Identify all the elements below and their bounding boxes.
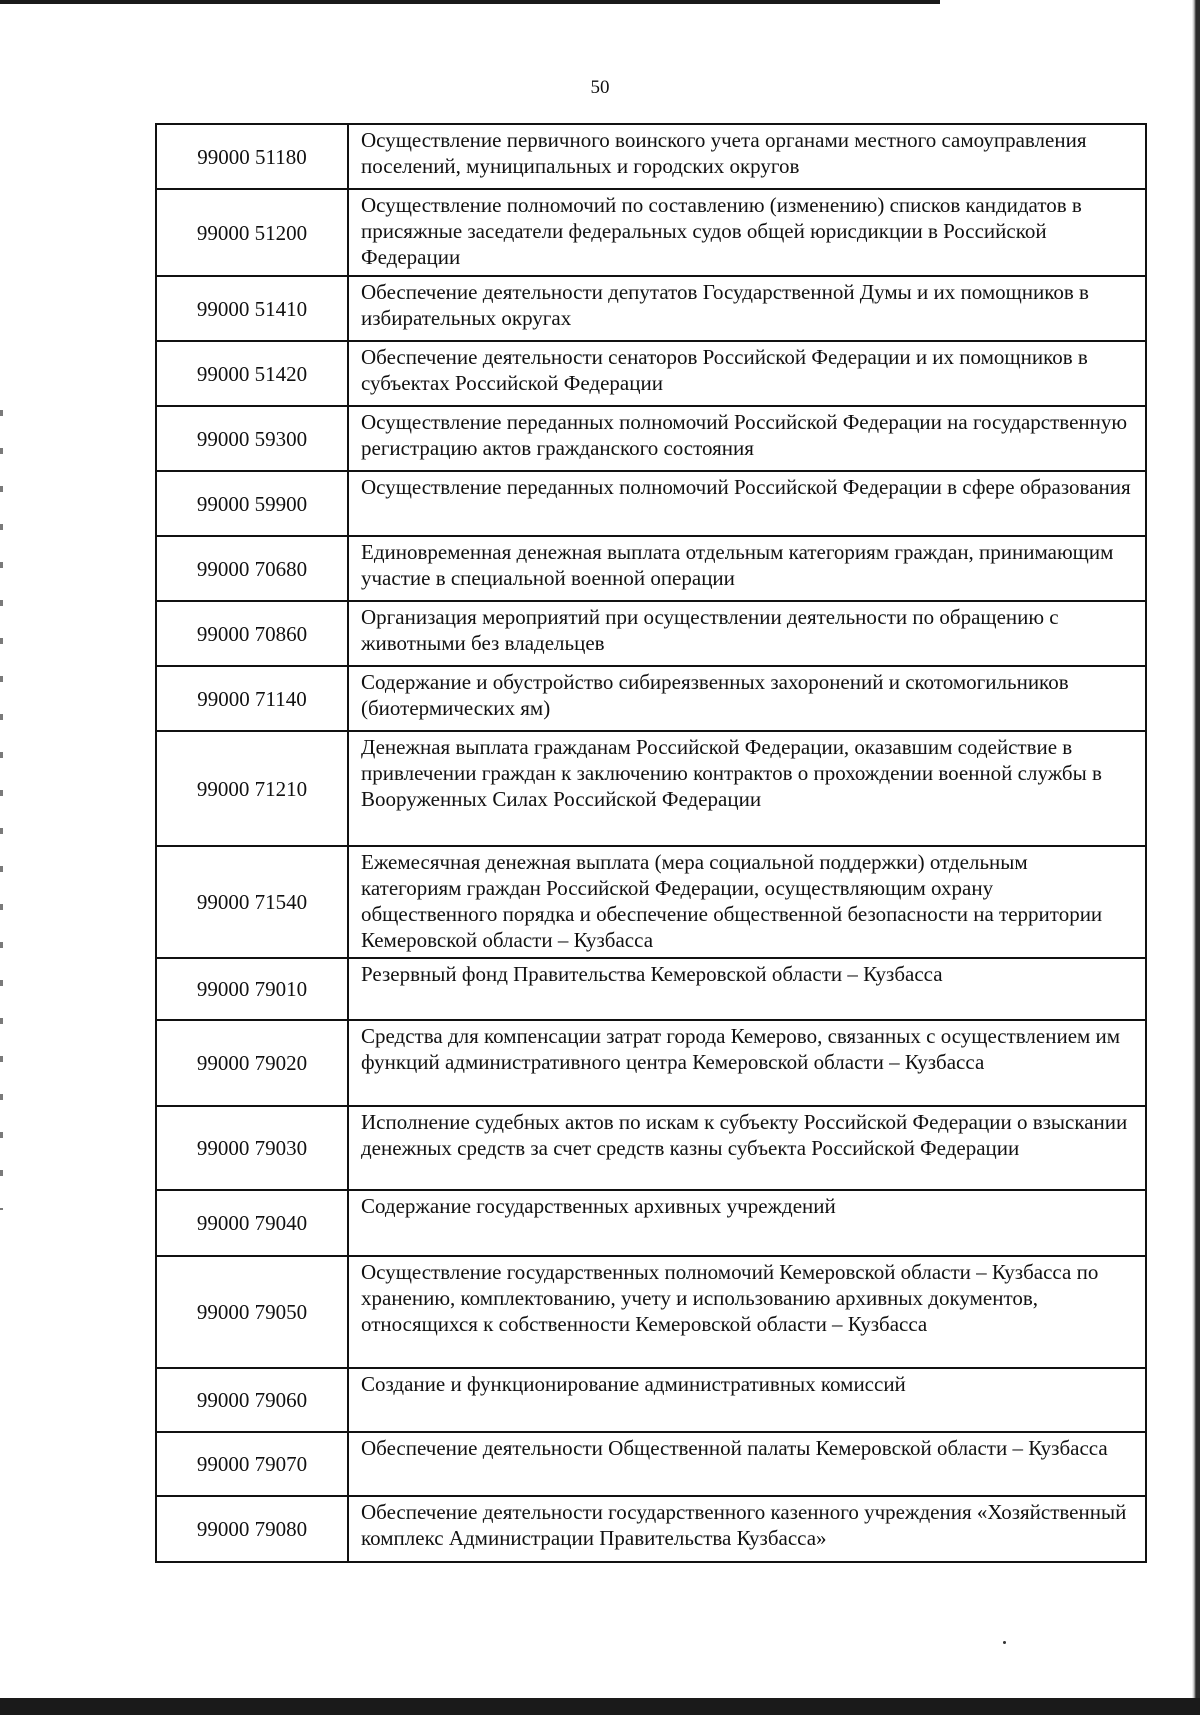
description-cell: Осуществление переданных полномочий Российской Федерации на государственную регистрацию актов гражданского состояния bbox=[348, 406, 1146, 471]
code-cell: 99000 59900 bbox=[156, 471, 348, 536]
description-cell: Обеспечение деятельности государственного казенного учреждения «Хозяйственный комплекс Администрации Правительства Кузбасса» bbox=[348, 1496, 1146, 1562]
table-row bbox=[156, 341, 1146, 406]
table-row bbox=[156, 124, 1146, 189]
table-row bbox=[156, 846, 1146, 958]
description-cell: Исполнение судебных актов по искам к субъекту Российской Федерации о взыскании денежных средств за счет средств казны субъекта Российской Федерации bbox=[348, 1106, 1146, 1190]
table-row bbox=[156, 1496, 1146, 1562]
table-row bbox=[156, 958, 1146, 1020]
code-cell: 99000 70860 bbox=[156, 601, 348, 666]
scan-top-edge bbox=[0, 0, 940, 4]
description-cell: Осуществление переданных полномочий Российской Федерации в сфере образования bbox=[348, 471, 1146, 536]
code-cell: 99000 71210 bbox=[156, 731, 348, 846]
code-cell: 99000 51180 bbox=[156, 124, 348, 189]
code-cell: 99000 79050 bbox=[156, 1256, 348, 1368]
code-cell: 99000 79020 bbox=[156, 1020, 348, 1106]
scan-left-marks bbox=[0, 410, 3, 1210]
scan-speck bbox=[1003, 1641, 1006, 1644]
code-cell: 99000 79060 bbox=[156, 1368, 348, 1432]
table-row bbox=[156, 601, 1146, 666]
description-cell: Средства для компенсации затрат города Кемерово, связанных с осуществлением им функций административного центра Кемеровской области – Кузбасса bbox=[348, 1020, 1146, 1106]
table-row bbox=[156, 1368, 1146, 1432]
table-row bbox=[156, 1020, 1146, 1106]
description-cell: Обеспечение деятельности депутатов Государственной Думы и их помощников в избирательных округах bbox=[348, 276, 1146, 341]
table-row bbox=[156, 276, 1146, 341]
table-row bbox=[156, 536, 1146, 601]
table-row bbox=[156, 1190, 1146, 1256]
description-cell: Единовременная денежная выплата отдельным категориям граждан, принимающим участие в специальной военной операции bbox=[348, 536, 1146, 601]
description-cell: Создание и функционирование административных комиссий bbox=[348, 1368, 1146, 1432]
scan-right-edge bbox=[1192, 0, 1200, 1715]
table-row bbox=[156, 189, 1146, 276]
description-cell: Резервный фонд Правительства Кемеровской области – Кузбасса bbox=[348, 958, 1146, 1020]
table-row bbox=[156, 731, 1146, 846]
code-cell: 99000 79070 bbox=[156, 1432, 348, 1496]
description-cell: Содержание государственных архивных учреждений bbox=[348, 1190, 1146, 1256]
table-row bbox=[156, 1256, 1146, 1368]
description-cell: Осуществление государственных полномочий Кемеровской области – Кузбасса по хранению, комплектованию, учету и использованию архивных документов, относящихся к собственности Кемеровской области – Кузбасса bbox=[348, 1256, 1146, 1368]
description-cell: Обеспечение деятельности сенаторов Российской Федерации и их помощников в субъектах Российской Федерации bbox=[348, 341, 1146, 406]
code-cell: 99000 59300 bbox=[156, 406, 348, 471]
code-cell: 99000 79080 bbox=[156, 1496, 348, 1562]
table-row bbox=[156, 1432, 1146, 1496]
code-cell: 99000 71140 bbox=[156, 666, 348, 731]
code-cell: 99000 51420 bbox=[156, 341, 348, 406]
description-cell: Осуществление первичного воинского учета органами местного самоуправления поселений, муниципальных и городских округов bbox=[348, 124, 1146, 189]
description-cell: Обеспечение деятельности Общественной палаты Кемеровской области – Кузбасса bbox=[348, 1432, 1146, 1496]
scan-bottom-edge bbox=[0, 1698, 1200, 1715]
code-cell: 99000 70680 bbox=[156, 536, 348, 601]
code-cell: 99000 51200 bbox=[156, 189, 348, 276]
description-cell: Денежная выплата гражданам Российской Федерации, оказавшим содействие в привлечении граждан к заключению контрактов о прохождении военной службы в Вооруженных Силах Российской Федерации bbox=[348, 731, 1146, 846]
code-cell: 99000 79030 bbox=[156, 1106, 348, 1190]
description-cell: Осуществление полномочий по составлению (изменению) списков кандидатов в присяжные заседатели федеральных судов общей юрисдикции в Российской Федерации bbox=[348, 189, 1146, 276]
budget-codes-table bbox=[155, 123, 1147, 1563]
code-cell: 99000 79010 bbox=[156, 958, 348, 1020]
table-row bbox=[156, 471, 1146, 536]
table-row bbox=[156, 1106, 1146, 1190]
table-row bbox=[156, 406, 1146, 471]
code-cell: 99000 79040 bbox=[156, 1190, 348, 1256]
page-number: 50 bbox=[590, 77, 610, 98]
code-cell: 99000 71540 bbox=[156, 846, 348, 958]
description-cell: Ежемесячная денежная выплата (мера социальной поддержки) отдельным категориям граждан Российской Федерации, осуществляющим охрану общественного порядка и обеспечение общественной безопасности на территории Кемеровской области – Кузбасса bbox=[348, 846, 1146, 958]
code-cell: 99000 51410 bbox=[156, 276, 348, 341]
description-cell: Организация мероприятий при осуществлении деятельности по обращению с животными без владельцев bbox=[348, 601, 1146, 666]
table-row bbox=[156, 666, 1146, 731]
description-cell: Содержание и обустройство сибиреязвенных захоронений и скотомогильников (биотермических ям) bbox=[348, 666, 1146, 731]
